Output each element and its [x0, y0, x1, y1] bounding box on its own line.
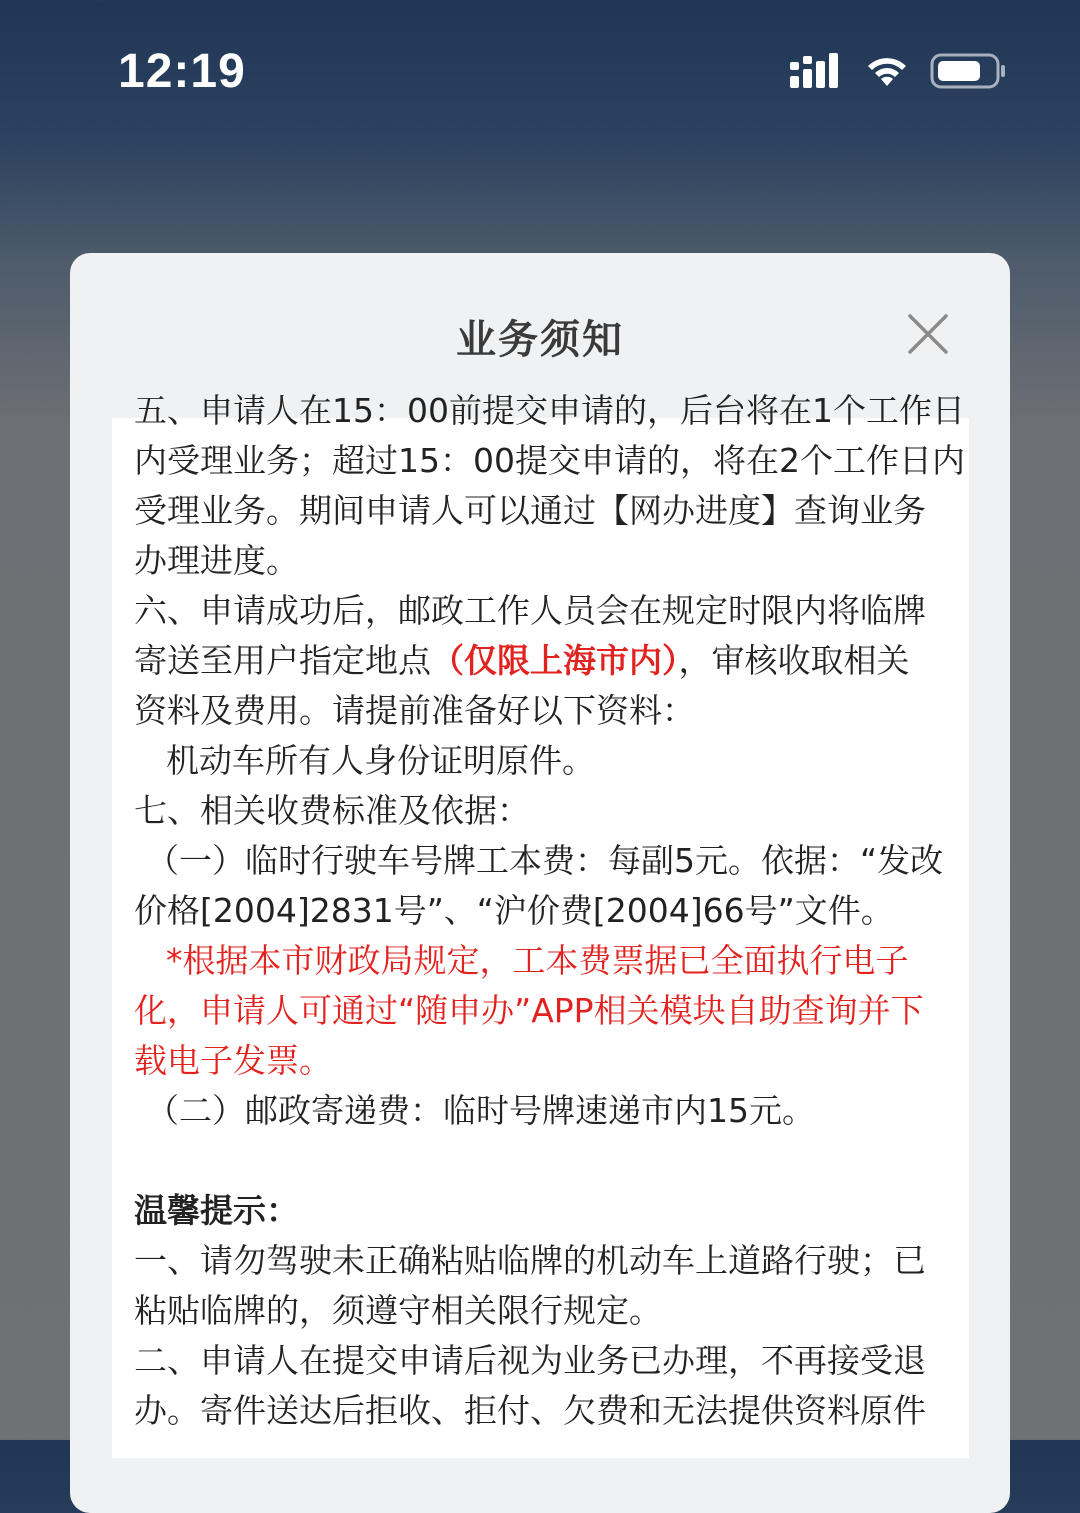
e-invoice-notice-line: 载电子发票。	[134, 1041, 332, 1080]
status-bar	[0, 0, 1080, 150]
notice-line: 六、申请成功后，邮政工作人员会在规定时限内将临牌	[134, 591, 926, 630]
notice-line: 内受理业务；超过15：00提交申请的，将在2个工作日内	[134, 441, 965, 480]
signal-icon	[790, 52, 844, 90]
e-invoice-notice-line: *根据本市财政局规定，工本费票据已全面执行电子	[166, 941, 909, 980]
notice-line: 粘贴临牌的，须遵守相关限行规定。	[134, 1291, 662, 1330]
notice-line: 五、申请人在15：00前提交申请的，后台将在1个工作日	[134, 391, 965, 430]
wifi-icon	[862, 52, 912, 90]
notice-line: 一、请勿驾驶未正确粘贴临牌的机动车上道路行驶；已	[134, 1241, 926, 1280]
notice-text	[134, 386, 965, 1436]
notice-line: 办理进度。	[134, 541, 299, 580]
tips-heading: 温馨提示：	[134, 1191, 299, 1230]
notice-line	[134, 636, 954, 686]
notice-line: 受理业务。期间申请人可以通过【网办进度】查询业务	[134, 491, 926, 530]
notice-text-segment: 寄送至用户指定地点	[134, 641, 431, 680]
notice-line: （一）临时行驶车号牌工本费：每副5元。依据：“发改	[146, 841, 944, 880]
e-invoice-notice-line: 化，申请人可通过“随申办”APP相关模块自助查询并下	[134, 991, 924, 1030]
battery-icon	[930, 52, 1008, 90]
notice-spacer	[134, 1136, 954, 1186]
notice-line: 机动车所有人身份证明原件。	[166, 741, 595, 780]
status-time: 12:19	[118, 45, 246, 98]
notice-line: 价格[2004]2831号”、“沪价费[2004]66号”文件。	[134, 891, 894, 930]
notice-line: 资料及费用。请提前准备好以下资料：	[134, 691, 695, 730]
shanghai-only-highlight: （仅限上海市内）	[431, 641, 679, 680]
notice-line: 七、相关收费标准及依据：	[134, 791, 530, 830]
modal-title: 业务须知	[456, 317, 624, 363]
notice-line: 二、申请人在提交申请后视为业务已办理，不再接受退	[134, 1341, 926, 1380]
notice-line: 办。寄件送达后拒收、拒付、欠费和无法提供资料原件	[134, 1391, 926, 1430]
notice-content-panel[interactable]	[112, 391, 969, 1458]
notice-line: （二）邮政寄递费：临时号牌速递市内15元。	[146, 1091, 815, 1130]
close-icon[interactable]	[906, 312, 950, 356]
notice-text-segment: ，审核收取相关	[678, 641, 910, 680]
